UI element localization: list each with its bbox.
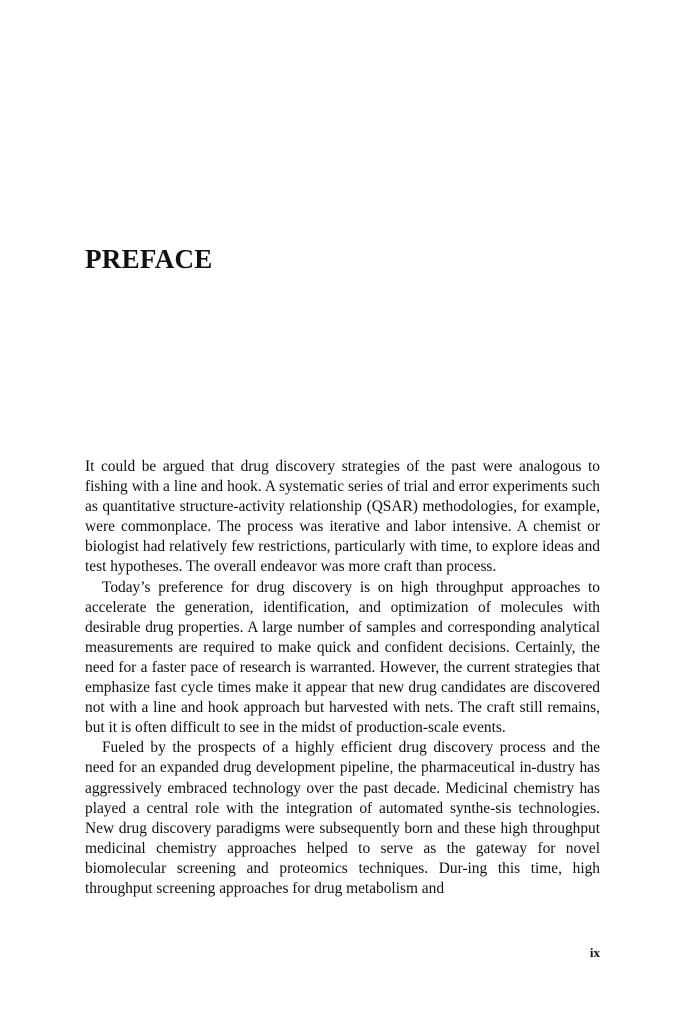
paragraph-1: It could be argued that drug discovery strategies of the past were analogous to fishing with a line and hook. A systematic series of trial and error experiments such as quantitative structure-activity relationship (QSAR) methodologies, for example, were commonplace. The process was iterative and labor intensive. A chemist or biologist had relatively few restrictions, particularly with time, to explore ideas and test hypotheses. The overall endeavor was more craft than process. [85, 458, 600, 576]
preface-body [85, 457, 600, 899]
page-title: PREFACE [85, 244, 213, 274]
paragraph-2: Today’s preference for drug discovery is on high throughput approaches to accelerate the generation, identification, and optimization of molecules with desirable drug properties. A large number of samples and corresponding analytical measurements are required to make quick and confident decisions. Certainly, the need for a faster pace of research is warranted. However, the current strategies that emphasize fast cycle times make it appear that new drug candidates are discovered not with a line and hook approach but harvested with nets. The craft still remains, but it is often difficult to see in the midst of production-scale events. [85, 578, 600, 737]
paragraph-3: Fueled by the prospects of a highly efficient drug discovery process and the need for an expanded drug development pipeline, the pharmaceutical in-dustry has aggressively embraced technology over the past decade. Medicinal chemistry has played a central role with the integration of automated synthe-sis technologies. New drug discovery paradigms were subsequently born and these high throughput medicinal chemistry approaches helped to serve as the gateway for novel biomolecular screening and proteomics techniques. Dur-ing this time, high throughput screening approaches for drug metabolism and [85, 739, 600, 897]
page-number: ix [589, 945, 600, 960]
